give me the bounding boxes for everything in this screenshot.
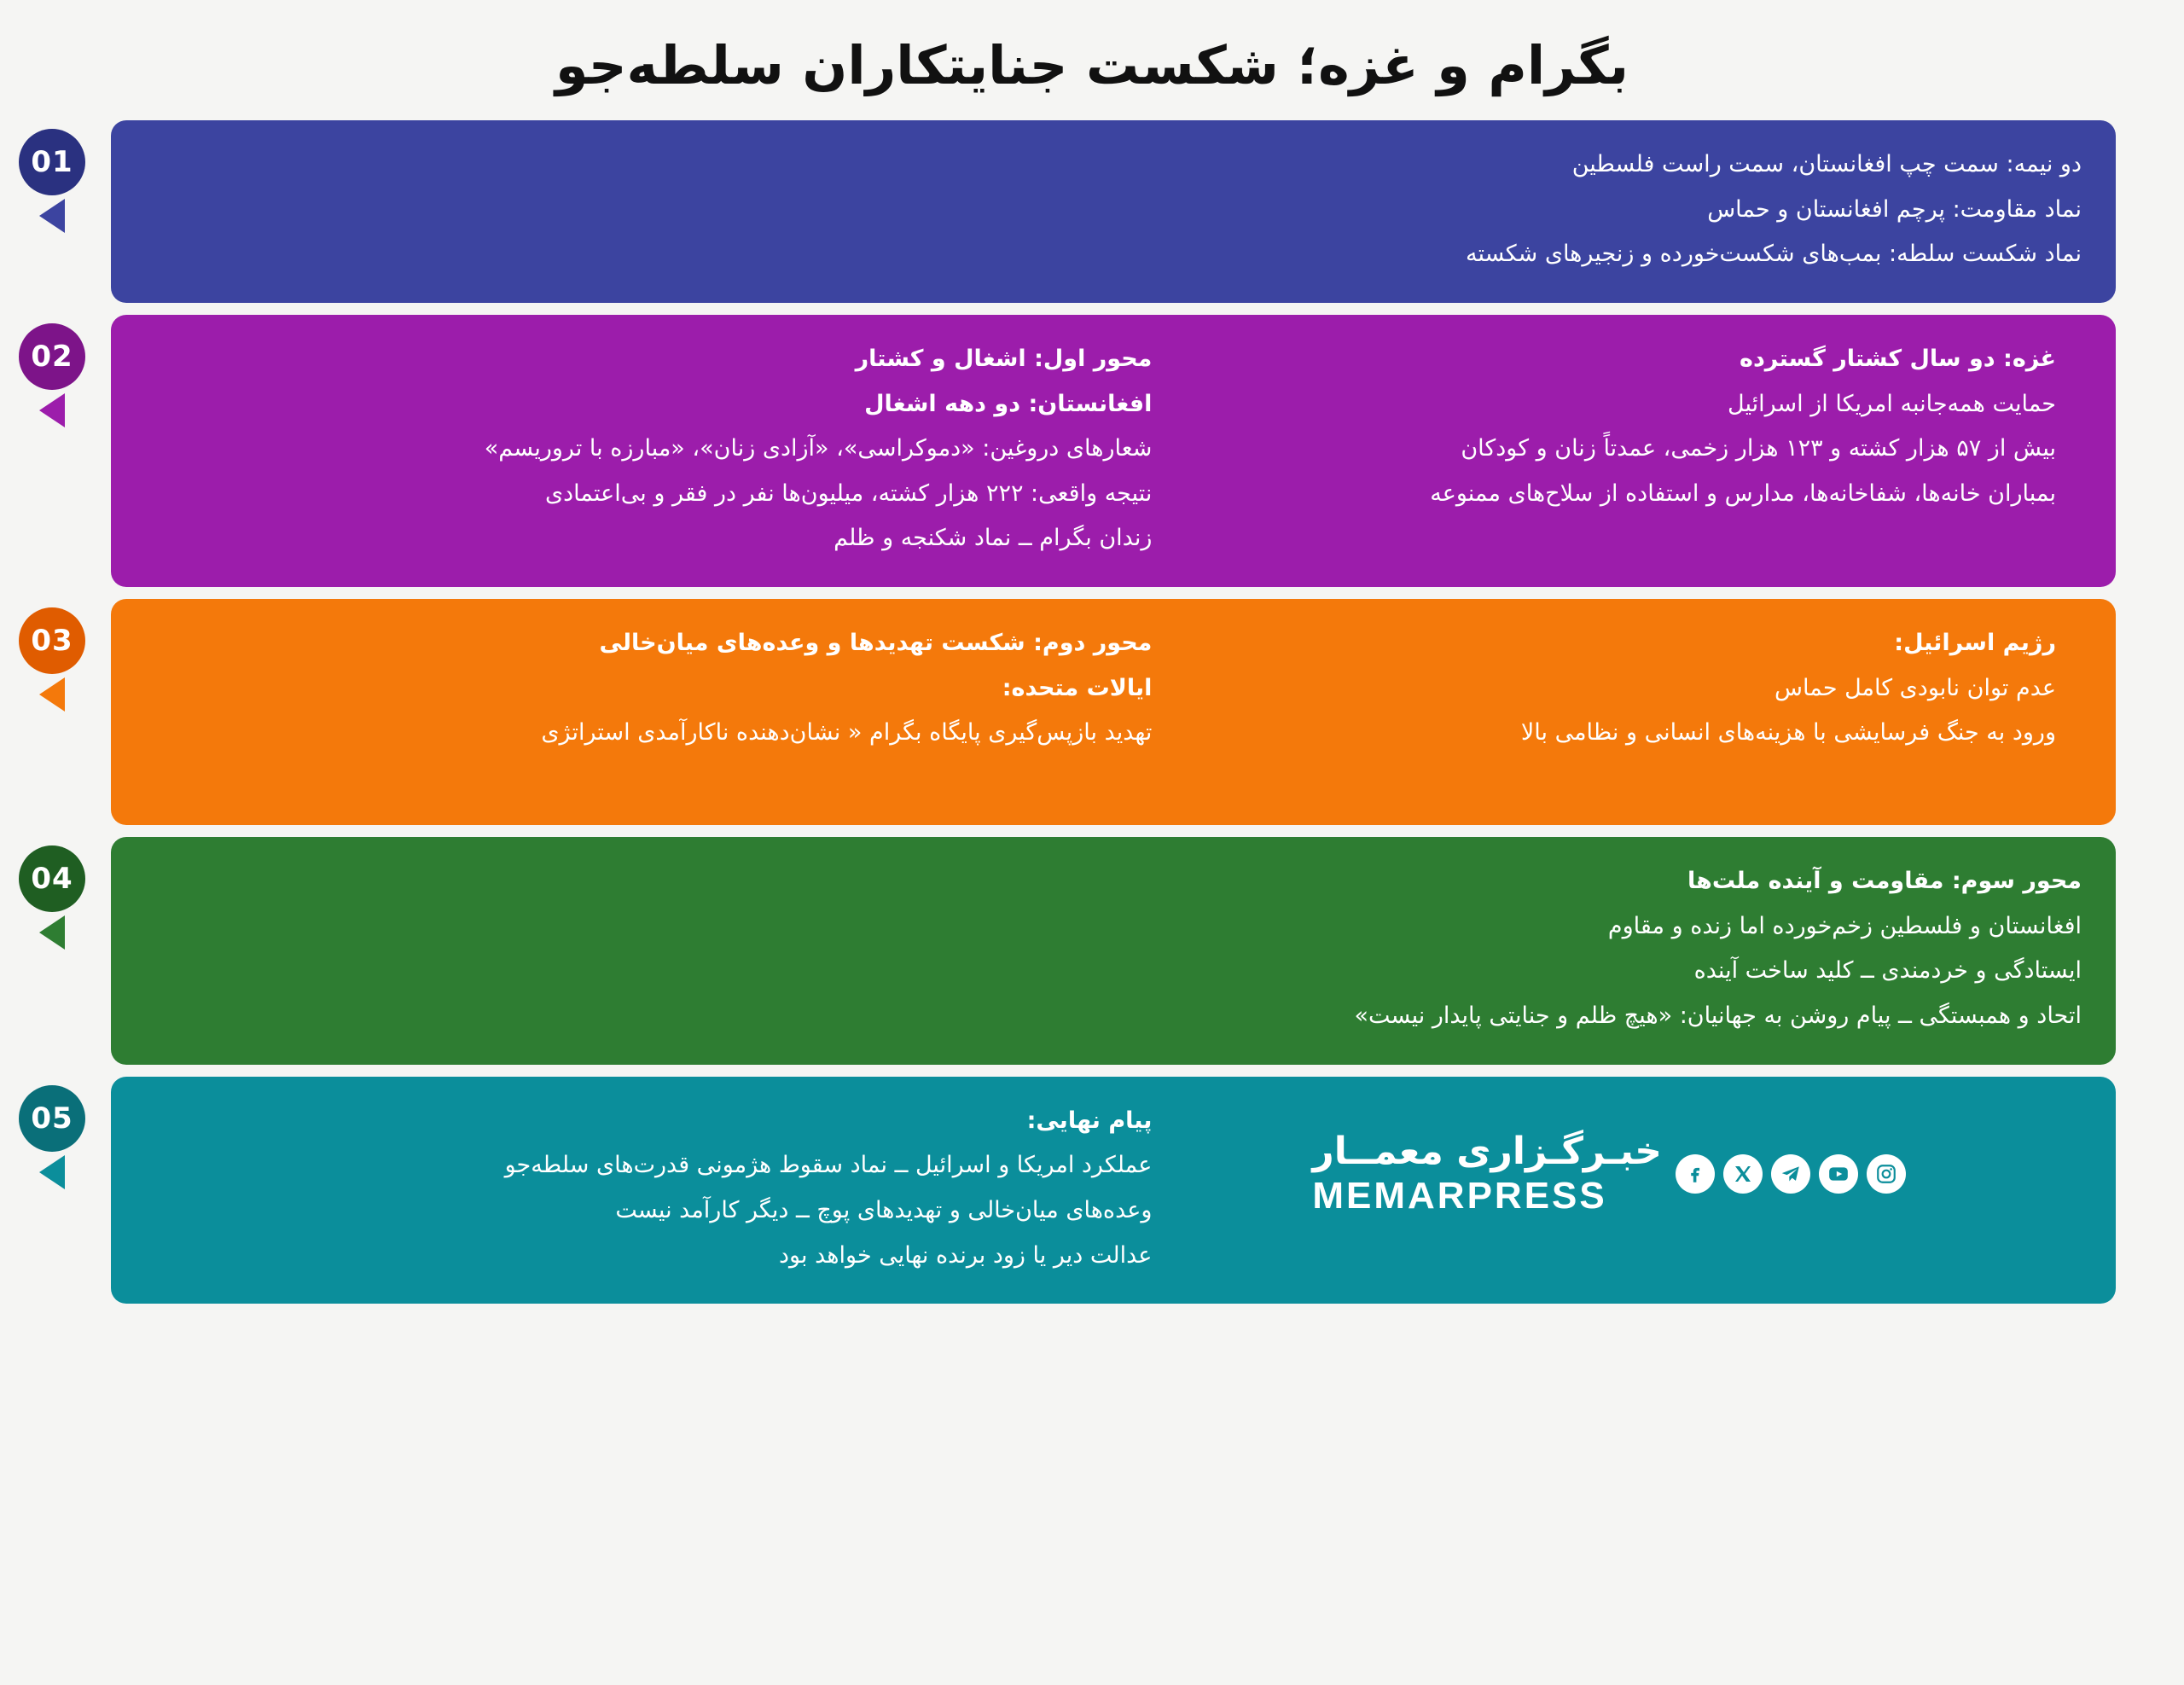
section-01-line-1: دو نیمه: سمت چپ افغانستان، سمت راست فلسطین [1571, 151, 2082, 177]
section-arrow-02 [39, 393, 65, 427]
section-02-right-subheading: افغانستان: دو دهه اشغال [864, 390, 1153, 417]
section-03-right-heading: محور دوم: شکست تهدیدها و وعده‌های میان‌خالی [599, 630, 1153, 657]
section-badge-04: 04 [19, 845, 85, 912]
section-05-heading: پیام نهایی: [1026, 1107, 1153, 1134]
section-arrow-04 [39, 915, 65, 950]
section-01-line-3: نماد شکست سلطه: بمب‌های شکست‌خورده و زنجیرهای شکسته [1466, 241, 2082, 268]
section-arrow-01 [39, 199, 65, 233]
section-05-line-2: وعده‌های میان‌خالی و تهدیدهای پوچ ــ دیگر کارآمد نیست [615, 1196, 1153, 1223]
section-badge-05: 05 [19, 1085, 85, 1152]
social-icons [1676, 1154, 1906, 1194]
logo-title-fa: خبـرگـزاری معمــار [1312, 1129, 1663, 1173]
section-row-03 [31, 599, 2116, 825]
section-02-left-line-3: بمباران خانه‌ها، شفاخانه‌ها، مدارس و استفاده از سلاح‌های ممنوعه [1430, 479, 2056, 507]
section-04-line-3: اتحاد و همبستگی ــ پیام روشن به جهانیان: «هیچ ظلم و جنایتی پایدار نیست» [1354, 1002, 2082, 1030]
section-03-left-line-2: ورود به جنگ فرسایشی با هزینه‌های انسانی و نظامی بالا [1520, 719, 2056, 747]
section-row-01 [31, 120, 2116, 303]
section-arrow-03 [39, 677, 65, 712]
section-04-line-1: افغانستان و فلسطین زخم‌خورده اما زنده و مقاوم [1607, 912, 2082, 939]
sections-container [0, 120, 2184, 1304]
section-04-heading: محور سوم: مقاومت و آینده ملت‌ها [1687, 868, 2082, 895]
section-03-left-heading: رژیم اسرائیل: [1894, 630, 2056, 657]
section-02-right-column [145, 337, 1152, 561]
youtube-icon[interactable] [1819, 1154, 1858, 1194]
section-02-right-line-1: شعارهای دروغین: «دموکراسی»، «آزادی زنان»، «مبارزه با تروریسم» [484, 435, 1153, 462]
section-02-right-line-3: زندان بگرام ــ نماد شکنجه و ظلم [834, 525, 1153, 552]
page-title: بگرام و غزه؛ شکست جنایتکاران سلطه‌جو [555, 34, 1629, 96]
section-arrow-05 [39, 1155, 65, 1189]
section-row-05 [31, 1077, 2116, 1304]
section-badge-02: 02 [19, 323, 85, 390]
section-03-left-column [1152, 621, 2082, 756]
section-01-line-2: نماد مقاومت: پرچم افغانستان و حماس [1707, 195, 2082, 223]
section-03-right-subheading: ایالات متحده: [1002, 674, 1153, 701]
instagram-icon[interactable] [1867, 1154, 1906, 1194]
facebook-icon[interactable] [1676, 1154, 1715, 1194]
section-05-line-3: عدالت دیر یا زود برنده نهایی خواهد بود [779, 1241, 1153, 1269]
section-row-02 [31, 315, 2116, 587]
section-03-left-line-1: عدم توان نابودی کامل حماس [1774, 674, 2056, 701]
section-05-line-1: عملکرد امریکا و اسرائیل ــ نماد سقوط هژمونی قدرت‌های سلطه‌جو [504, 1152, 1153, 1179]
section-03-right-column [145, 621, 1152, 756]
section-02-left-line-1: حمایت همه‌جانبه امریکا از اسرائیل [1728, 390, 2056, 417]
section-badge-03: 03 [19, 607, 85, 674]
telegram-icon[interactable] [1771, 1154, 1810, 1194]
section-02-right-heading: محور اول: اشغال و کشتار [855, 345, 1153, 372]
section-03-right-line-1: تهدید بازپس‌گیری پایگاه بگرام « نشان‌دهنده ناکارآمدی استراتژی [541, 719, 1153, 747]
section-02-left-heading: غزه: دو سال کشتار گسترده [1740, 345, 2056, 372]
brand-logo-block [1152, 1099, 2082, 1215]
logo-text [1312, 1129, 1663, 1217]
section-05-right-column [145, 1099, 1152, 1279]
section-02-left-line-2: بیش از ۵۷ هزار کشته و ۱۲۳ هزار زخمی، عمدتاً زنان و کودکان [1461, 435, 2056, 462]
x-icon[interactable] [1723, 1154, 1763, 1194]
section-badge-01: 01 [19, 129, 85, 195]
section-02-right-line-2: نتیجه واقعی: ۲۲۲ هزار کشته، میلیون‌ها نفر در فقر و بی‌اعتمادی [544, 479, 1153, 507]
section-02-left-column [1152, 337, 2082, 517]
section-01-right-column [145, 142, 2082, 277]
section-04-right-column [145, 859, 2082, 1039]
logo-title-en: MEMARPRESS [1312, 1174, 1607, 1217]
section-row-04 [31, 837, 2116, 1065]
section-04-line-2: ایستادگی و خردمندی ــ کلید ساخت آینده [1693, 957, 2082, 985]
